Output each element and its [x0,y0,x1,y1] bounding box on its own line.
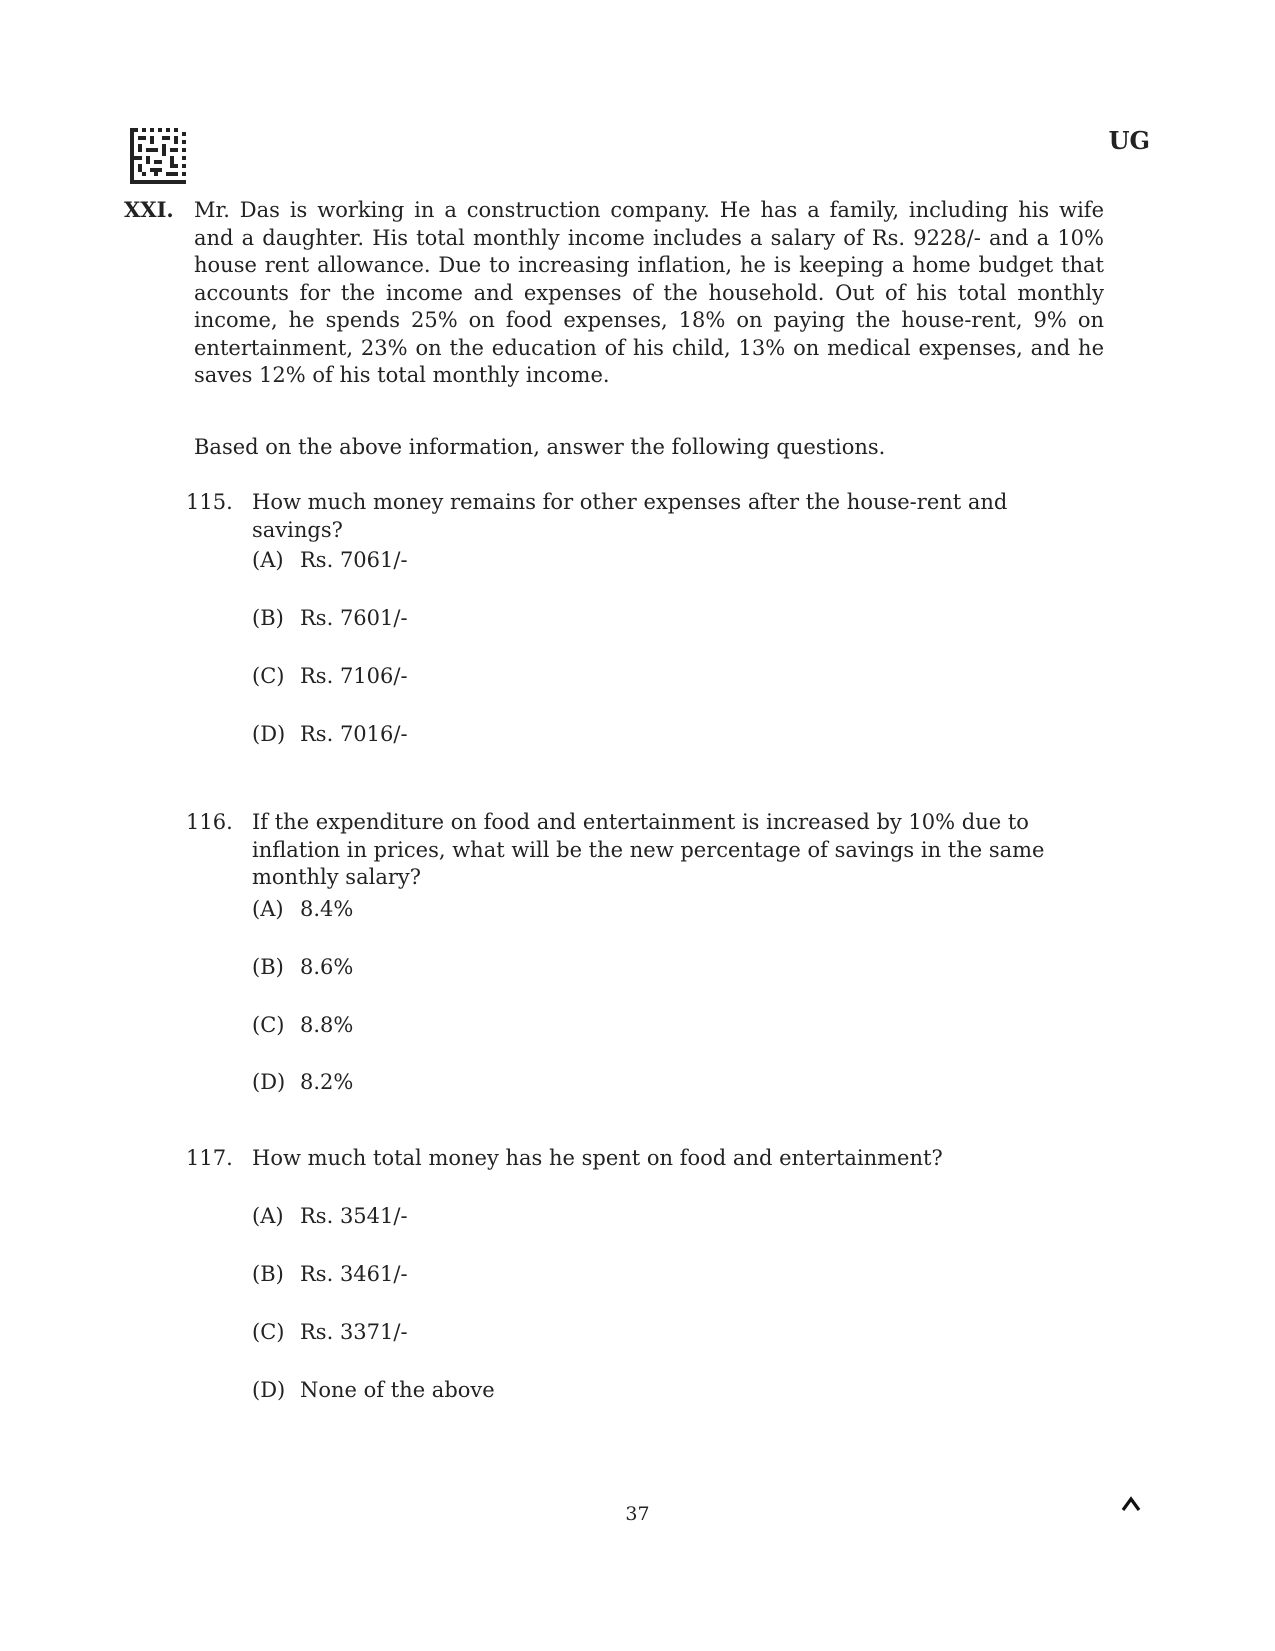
option-letter: (C) [252,664,285,688]
paper-code: UG [1108,126,1150,155]
option-text: Rs. 3461/- [300,1262,408,1286]
option-letter: (D) [252,1070,286,1094]
caret-up-icon [1121,1496,1141,1512]
option-text: Rs. 3371/- [300,1320,408,1344]
question-number: 117. [186,1146,233,1170]
option-d[interactable] [252,1069,353,1096]
option-text: Rs. 3541/- [300,1204,408,1228]
option-text: 8.6% [300,955,354,979]
option-letter: (A) [252,1204,284,1228]
passage-text: Mr. Das is working in a construction company. He has a family, including his wife and a daughter. His total monthly income includes a salary of Rs. 9228/- and a 10% house rent allowance. Due to increasing inflation, he is keeping a home budget that accounts for the income and expenses of the household. Out of his total monthly income, he spends 25% on food expenses, 18% on paying the house-rent, 9% on entertainment, 23% on the education of his child, 13% on medical expenses, and he saves 12% of his total monthly income. [194,198,1104,387]
section-label: XXI. [124,197,174,222]
option-c[interactable] [252,1319,408,1346]
option-letter: (A) [252,548,284,572]
question-number: 115. [186,490,233,514]
option-text: 8.4% [300,897,354,921]
question-text: If the expenditure on food and entertainment is increased by 10% due to inflation in prices, what will be the new percentage of savings in the same monthly salary? [252,810,1045,889]
question-text: How much money remains for other expenses after the house-rent and savings? [252,490,1008,542]
datamatrix-code-icon [130,128,186,184]
option-c[interactable] [252,1012,353,1039]
option-text: None of the above [300,1378,495,1402]
option-d[interactable] [252,1377,495,1404]
option-a[interactable] [252,1203,408,1230]
option-b[interactable] [252,605,408,632]
option-c[interactable] [252,663,408,690]
option-a[interactable] [252,547,408,574]
option-letter: (A) [252,897,284,921]
page-number: 37 [625,1503,650,1525]
option-b[interactable] [252,954,353,981]
option-text: Rs. 7106/- [300,664,408,688]
option-text: 8.8% [300,1013,354,1037]
option-letter: (B) [252,955,284,979]
option-letter: (D) [252,1378,286,1402]
option-letter: (B) [252,1262,284,1286]
question-text: How much total money has he spent on food and entertainment? [252,1146,943,1170]
option-text: Rs. 7601/- [300,606,408,630]
option-a[interactable] [252,896,353,923]
option-text: Rs. 7061/- [300,548,408,572]
option-b[interactable] [252,1261,408,1288]
option-letter: (C) [252,1320,285,1344]
option-d[interactable] [252,721,408,748]
option-letter: (D) [252,722,286,746]
question-number: 116. [186,810,233,834]
option-text: Rs. 7016/- [300,722,408,746]
instruction-text: Based on the above information, answer the following questions. [194,435,886,459]
option-text: 8.2% [300,1070,354,1094]
option-letter: (B) [252,606,284,630]
option-letter: (C) [252,1013,285,1037]
